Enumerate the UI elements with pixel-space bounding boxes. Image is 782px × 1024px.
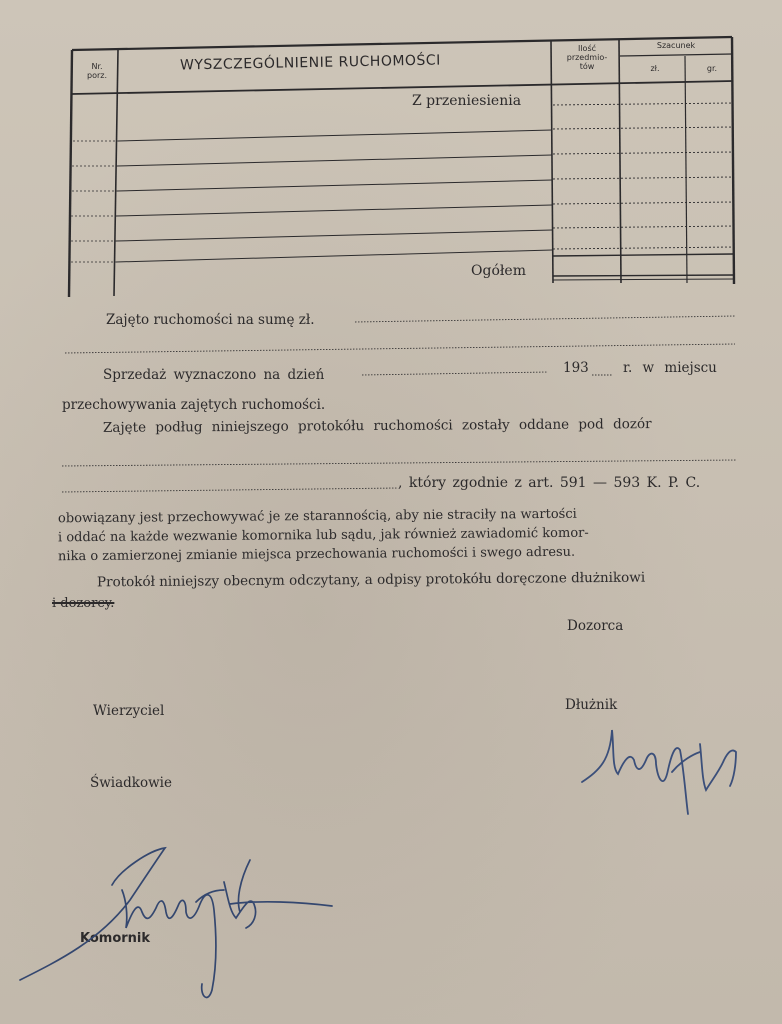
sale-date-prefix: Sprzedaż wyznaczono na dzień bbox=[103, 367, 325, 383]
col-qty-line2: przedmio- bbox=[566, 53, 608, 62]
sale-year: 193 bbox=[563, 360, 589, 376]
article-text: , który zgodnie z art. 591 — 593 K. P. C. bbox=[398, 475, 701, 491]
custodian-label: Dozorca bbox=[567, 618, 624, 634]
col-zl-header: zł. bbox=[650, 64, 660, 73]
bailiff-signature bbox=[20, 848, 332, 997]
col-nr-line1: Nr. bbox=[91, 62, 103, 71]
col-gr-header: gr. bbox=[706, 64, 718, 73]
col-qty-line3: tów bbox=[579, 62, 595, 71]
struck-custodian-text: i dozorcy. bbox=[52, 596, 115, 611]
witnesses-label: Świadkowie bbox=[90, 775, 172, 791]
protocol-text: Protokół niniejszy obecnym odczytany, a odpisy protokółu doręczone dłużnikowi bbox=[96, 569, 646, 591]
col-qty-line1: Ilość bbox=[577, 44, 597, 53]
debtor-label: Dłużnik bbox=[565, 697, 618, 713]
storage-place-text: przechowywania zajętych ruchomości. bbox=[62, 397, 326, 413]
obligation-line-1: obowiązany jest przechowywać je ze starannością, aby nie straciły na wartości bbox=[57, 506, 577, 527]
col-nr-line2: porz. bbox=[86, 71, 107, 80]
sale-date-suffix: r. w miejscu bbox=[623, 360, 717, 376]
col-est-header: Szacunek bbox=[656, 41, 696, 50]
obligation-line-3: nika o zamierzonej zmianie miejsca przechowania ruchomości i swego adresu. bbox=[57, 544, 576, 565]
bailiff-label: Komornik bbox=[80, 931, 151, 946]
debtor-signature bbox=[582, 730, 736, 814]
col-title-header: WYSZCZEGÓLNIENIE RUCHOMOŚCI bbox=[179, 52, 441, 74]
obligation-line-2: i oddać na każde wezwanie komornika lub sądu, jak również zawiadomić komor- bbox=[57, 525, 589, 546]
carry-over-label: Z przeniesienia bbox=[412, 93, 522, 109]
total-label: Ogółem bbox=[471, 263, 526, 279]
creditor-label: Wierzyciel bbox=[93, 703, 165, 719]
seized-sum-text: Zajęto ruchomości na sumę zł. bbox=[106, 312, 315, 328]
custody-text: Zajęte podług niniejszego protokółu ruchomości zostały oddane pod dozór bbox=[102, 416, 652, 436]
